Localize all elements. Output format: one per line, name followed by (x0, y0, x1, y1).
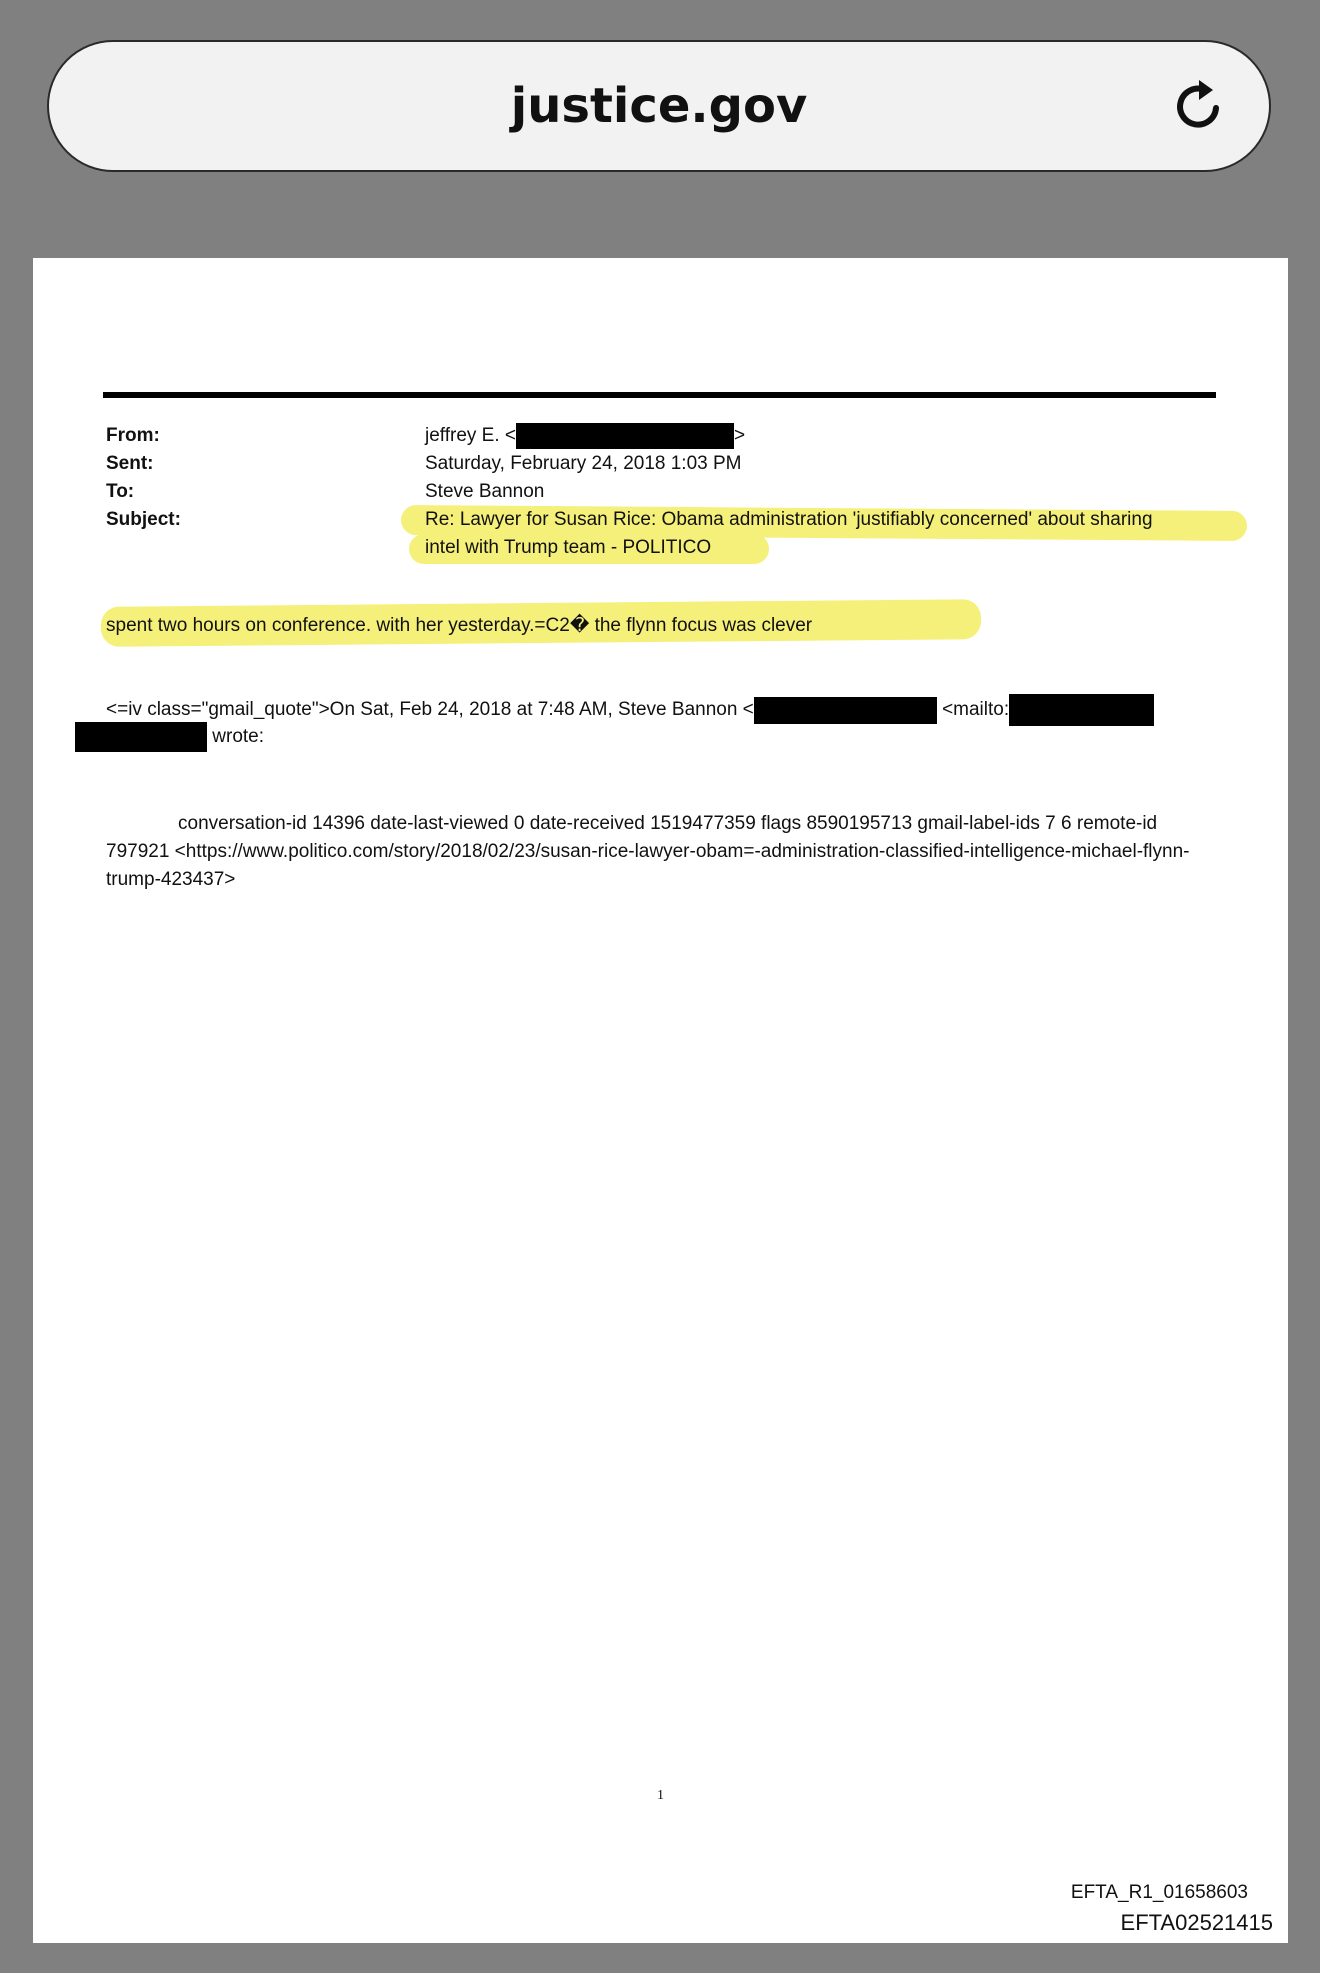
email-body: spent two hours on conference. with her yesterday.=C2� the flynn focus was clever (106, 615, 813, 636)
to-label: To: (106, 481, 135, 502)
quote-line-1: <=iv class="gmail_quote">On Sat, Feb 24, 2018 at 7:48 AM, Steve Bannon < <mailto: (106, 694, 1154, 726)
email-metadata: conversation-id 14396 date-last-viewed 0 date-received 1519477359 flags 8590195713 gmail-label-ids 7 6 remote-id 797921 <https://www.politico.com/story/2018/02/23/susan-rice-lawyer-obam=-administration-classified-intelligence-michael-flynn-trump-423437> (106, 813, 1190, 890)
sent-label: Sent: (106, 453, 154, 474)
from-value: jeffrey E. < > (425, 422, 745, 450)
reload-icon[interactable] (1169, 76, 1229, 136)
to-value: Steve Bannon (425, 481, 545, 502)
url-text: justice.gov (510, 78, 808, 134)
redaction-box (1009, 694, 1154, 726)
redaction-box (75, 722, 207, 752)
subject-label: Subject: (106, 509, 181, 530)
subject-line-1: Re: Lawyer for Susan Rice: Obama administration 'justifiably concerned' about sharing (425, 509, 1153, 530)
bates-number-1: EFTA_R1_01658603 (1070, 1882, 1248, 1903)
document-page (33, 258, 1288, 1943)
sent-value: Saturday, February 24, 2018 1:03 PM (425, 453, 742, 474)
header-rule (103, 392, 1216, 398)
quote-line-2: wrote: (75, 722, 264, 752)
redaction-box (516, 423, 734, 449)
page-number: 1 (657, 1788, 664, 1803)
subject-line-2: intel with Trump team - POLITICO (425, 537, 712, 558)
bates-number-2: EFTA02521415 (1120, 1910, 1273, 1935)
from-label: From: (106, 425, 160, 446)
address-bar[interactable] (47, 40, 1271, 172)
redaction-box (754, 697, 937, 724)
